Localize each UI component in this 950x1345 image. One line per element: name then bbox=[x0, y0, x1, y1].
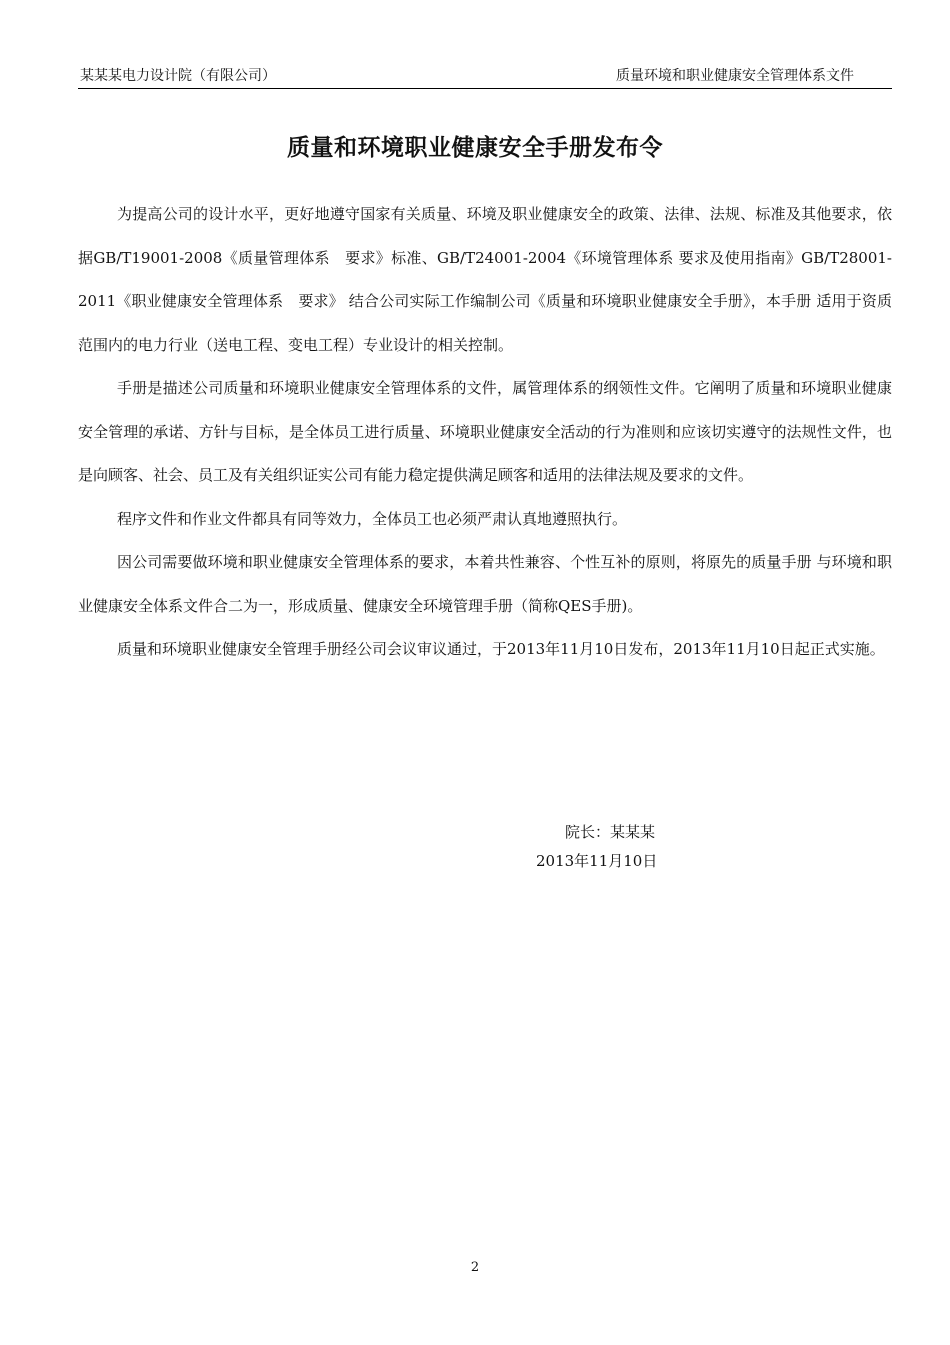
header-organization: 某某某电力设计院（有限公司） bbox=[80, 68, 276, 84]
signature-date: 2013年11月10日 bbox=[536, 852, 658, 870]
signature-block bbox=[536, 818, 756, 876]
page-number: 2 bbox=[470, 1260, 480, 1275]
body-paragraph: 程序文件和作业文件都具有同等效力，全体员工也必须严肃认真地遵照执行。 bbox=[117, 509, 628, 528]
document-title: 质量和环境职业健康安全手册发布令 bbox=[287, 134, 663, 161]
body-paragraph: 因公司需要做环境和职业健康安全管理体系的要求，本着共性兼容、个性互补的原则，将原先的质量手册 与环境和职业健康安全体系文件合二为一，形成质量、健康安全环境管理手册（简称QES手册)。 bbox=[78, 553, 892, 615]
page-header bbox=[78, 66, 892, 89]
header-document-type: 质量环境和职业健康安全管理体系文件 bbox=[616, 68, 854, 84]
body-paragraph: 手册是描述公司质量和环境职业健康安全管理体系的文件，属管理体系的纲领性文件。它阐明了质量和环境职业健康安全管理的承诺、方针与目标，是全体员工进行质量、环境职业健康安全活动的行为准则和应该切实遵守的法规性文件，也是向顾客、社会、员工及有关组织证实公司有能力稳定提供满足顾客和适用的法律法规及要求的文件。 bbox=[78, 379, 892, 484]
signatory-name: 院长：某某某 bbox=[565, 823, 656, 841]
document-body bbox=[78, 193, 892, 672]
body-paragraph: 为提高公司的设计水平，更好地遵守国家有关质量、环境及职业健康安全的政策、法律、法规、标准及其他要求，依据GB/T19001-2008《质量管理体系 要求》标准、GB/T24001-2004《环境管理体系 要求及使用指南》GB/T28001-2011《职业健康安全管理体系 要求》 结合公司实际工作编制公司《质量和环境职业健康安全手册》，本手册 适用于资质范围内的电力行业（送电工程、变电工程）专业设计的相关控制。 bbox=[78, 205, 892, 354]
body-paragraph: 质量和环境职业健康安全管理手册经公司会议审议通过，于2013年11月10日发布，2013年11月10日起正式实施。 bbox=[117, 640, 885, 658]
